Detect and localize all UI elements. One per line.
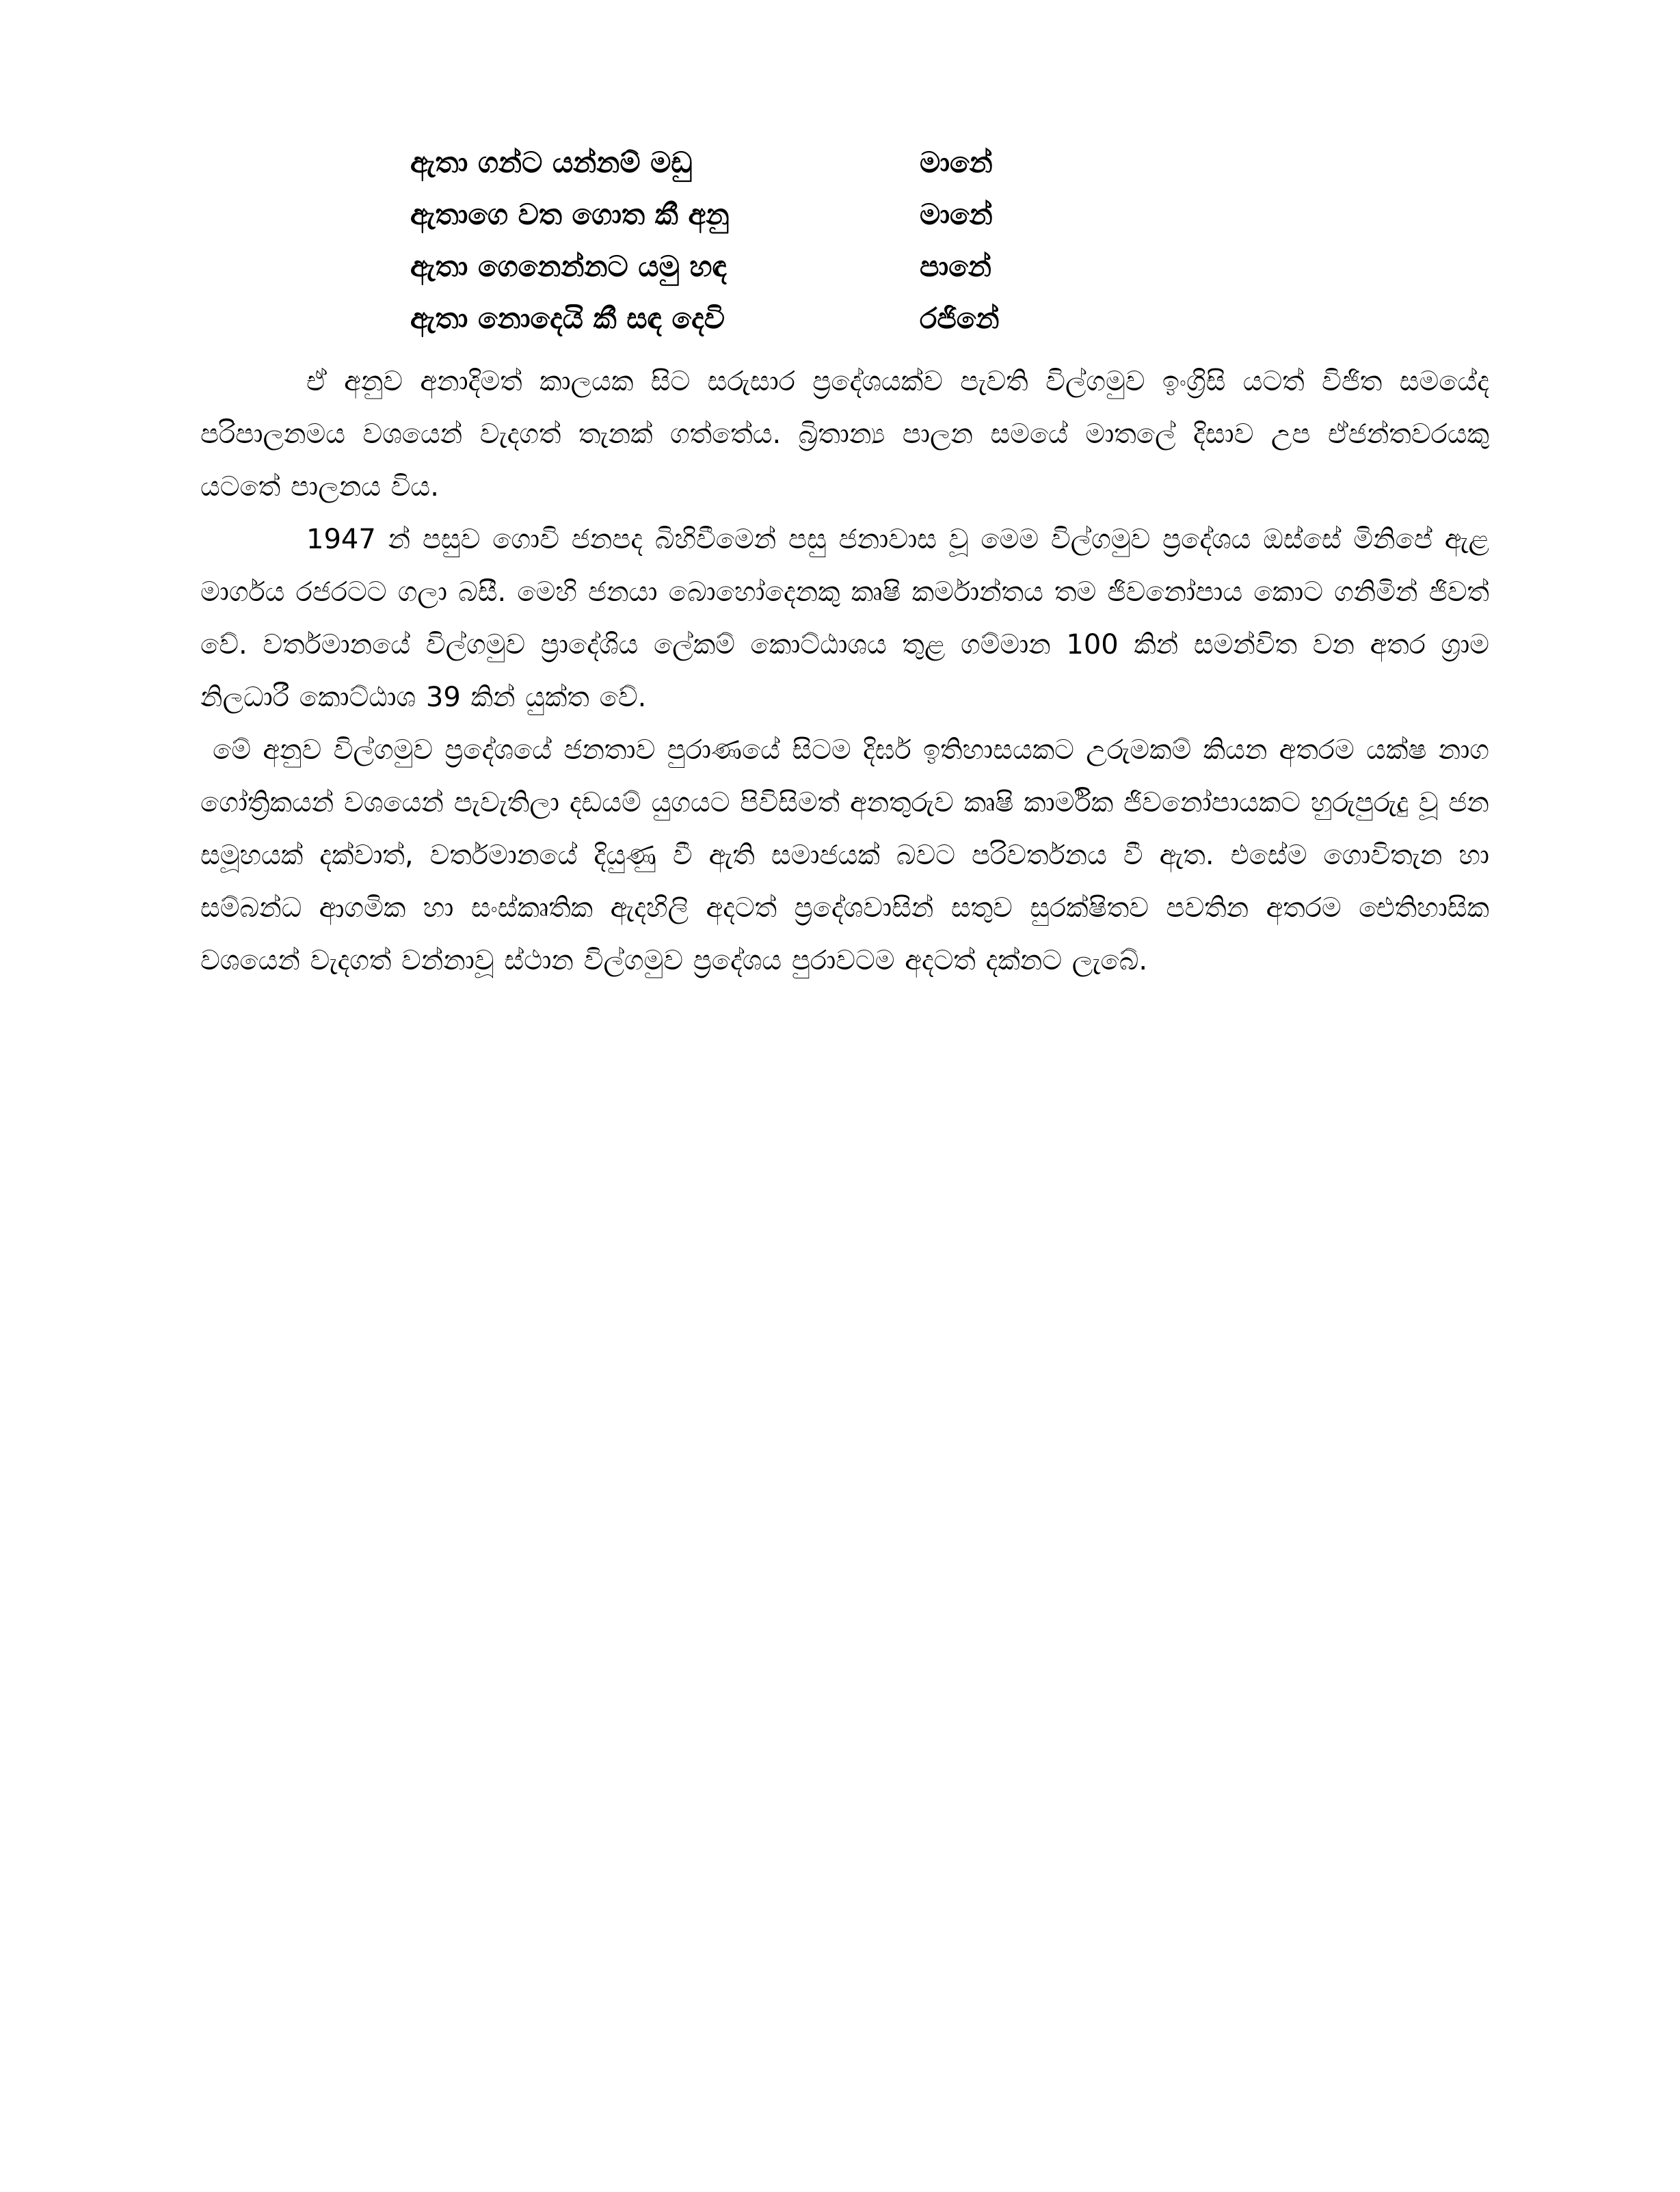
paragraph: මේ අනුව විල්ගමුව ප්‍රදේශයේ ජනතාව පුරාණයේ සිටම දිර්ඝ ඉතිහාසයකට උරුමකම් කියන අතරම යක්ෂ නාග ගෝත්‍රිකයන් වශයෙන් පැවැතිලා දඩයම් යුගයට පිවිසිමත් අනතුරුව කෘෂි කාර්මික ජිවනෝපායකට හුරුපුරුදු වූ ජන සමූහයක් දක්වාත්, වර්තමානයේ දියුණු වී ඇති සමාජයක් බවට පරිවර්තනය වී ඇත. එසේම ගොවිතැන හා සම්බන්ධ ආගමික හා සංස්කෘතික ඇදහිලි අදටත් ප්‍රදේශවාසින් සතුව සුරක්ෂිතව පවතින අතරම ඓතිහාසික වශයෙන් වැදගත් වන්නාවූ ස්ථාන විල්ගමුව ප්‍රදේශය පුරාවටම අදටත් දක්නට ලැබේ. xyxy=(200,734,1489,976)
paragraph: ඒ අනුව අනාදිමත් කාලයක සිට සරුසාර ප්‍රදේශයක්ව පැවති විල්ගමුව ඉංග්‍රිසි යටත් විජිත සමයේද පරිපාලනමය වශයෙන් වැදගත් තැනක් ගත්තේය. බ්‍රිතාන්‍ය පාලන සමයේ මාතලේ දිසාව උප ඒජන්තවරයකු යටතේ පාලනය විය. xyxy=(200,366,1489,503)
verse-line-text: ඇතා නොදෙයි කී සඳ දෙවි xyxy=(410,302,725,335)
verse-line-rhyme: රජිනේ xyxy=(920,302,1000,335)
verse-line-rhyme: මානේ xyxy=(920,198,993,231)
verse-line xyxy=(410,293,1094,345)
body-text xyxy=(200,356,1489,987)
verse-line-text: ඇතා ගෙනෙන්නට යමු හඳ xyxy=(410,250,727,283)
verse-line xyxy=(410,137,1094,189)
verse-line-text: ඇතා ගන්ට යන්නම් මඩු xyxy=(410,146,693,179)
paragraph: 1947 න් පසුව ගොවි ජනපද බිහිවීමෙන් පසු ජනාවාස වූ මෙම විල්ගමුව ප්‍රදේශය ඔස්සේ මිනිපේ ඇළ මාර්ගය රජරටට ගලා බසී. මෙහි ජනයා බොහෝදෙනකු කෘෂි කර්මාන්තය තම ජිවනෝපාය කොට ගනිමින් ජිවත් වේ. වර්තමානයේ විල්ගමුව ප්‍රාදේශිය ලේකම් කොට්ඨාශය තුළ ගම්මාන 100 කින් සමන්විත වන අතර ග්‍රාම නිලධාරී කොට්ඨාශ 39 කින් යුක්ත වේ. xyxy=(200,524,1489,713)
verse-block xyxy=(410,137,1094,345)
verse-line xyxy=(410,189,1094,241)
verse-line-text: ඇතාගෙ වත ගොත කී අනු xyxy=(410,198,730,231)
verse-line-rhyme: මානේ xyxy=(920,146,993,179)
verse-line xyxy=(410,241,1094,293)
verse-line-rhyme: පානේ xyxy=(920,250,991,283)
